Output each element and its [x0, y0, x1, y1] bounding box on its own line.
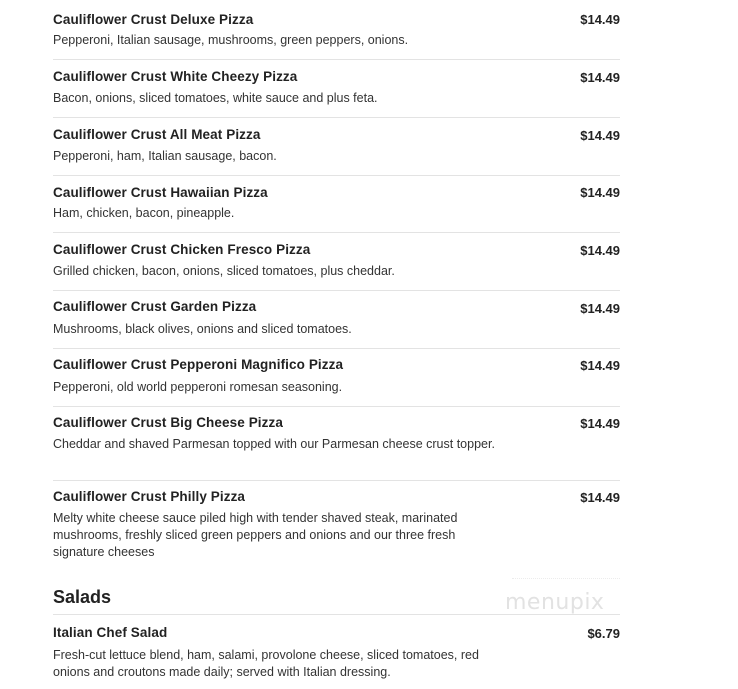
item-description: Pepperoni, Italian sausage, mushrooms, green peppers, onions. [53, 33, 409, 47]
menu-item [53, 0, 620, 60]
item-name: Cauliflower Crust Philly Pizza [53, 489, 246, 504]
item-name: Cauliflower Crust Hawaiian Pizza [53, 185, 268, 200]
watermark-logo: menupix [505, 590, 605, 615]
menu-item [53, 233, 620, 291]
item-description: Bacon, onions, sliced tomatoes, white sauce and plus feta. [53, 91, 378, 105]
item-name: Cauliflower Crust Big Cheese Pizza [53, 415, 283, 430]
section-title-salads: Salads [53, 587, 112, 607]
item-price: $14.49 [580, 128, 620, 143]
item-name: Cauliflower Crust Deluxe Pizza [53, 12, 254, 27]
item-description: Mushrooms, black olives, onions and sliced tomatoes. [53, 322, 352, 336]
item-price: $14.49 [580, 416, 620, 431]
item-price: $14.49 [580, 490, 620, 505]
item-name: Cauliflower Crust All Meat Pizza [53, 127, 261, 142]
item-name: Cauliflower Crust Chicken Fresco Pizza [53, 242, 311, 257]
item-name: Cauliflower Crust Pepperoni Magnifico Pizza [53, 357, 344, 372]
item-description: Cheddar and shaved Parmesan topped with our Parmesan cheese crust topper. [53, 437, 495, 451]
menu-item [53, 615, 620, 689]
item-price: $6.79 [587, 626, 620, 641]
menu-item [53, 291, 620, 349]
item-name: Italian Chef Salad [53, 625, 168, 640]
item-description: Melty white cheese sauce piled high with tender shaved steak, marinated mushrooms, freshly sliced green peppers and onions and our three fresh signature cheeses [53, 511, 458, 559]
item-name: Cauliflower Crust White Cheezy Pizza [53, 69, 298, 84]
item-description: Fresh-cut lettuce blend, ham, salami, provolone cheese, sliced tomatoes, red onions and croutons made daily; served with Italian dressing. [53, 648, 479, 679]
item-price: $14.49 [580, 301, 620, 316]
menu-item [53, 407, 620, 481]
item-name: Cauliflower Crust Garden Pizza [53, 299, 257, 314]
item-description: Pepperoni, old world pepperoni romesan seasoning. [53, 380, 343, 394]
item-price: $14.49 [580, 185, 620, 200]
watermark-rule [512, 578, 620, 579]
menu-item [53, 176, 620, 233]
item-price: $14.49 [580, 358, 620, 373]
item-price: $14.49 [580, 12, 620, 27]
menu-item [53, 349, 620, 407]
item-price: $14.49 [580, 243, 620, 258]
menu-item [53, 118, 620, 176]
item-description: Pepperoni, ham, Italian sausage, bacon. [53, 149, 277, 163]
menu-item [53, 481, 620, 571]
item-description: Ham, chicken, bacon, pineapple. [53, 206, 235, 220]
item-price: $14.49 [580, 70, 620, 85]
item-description: Grilled chicken, bacon, onions, sliced tomatoes, plus cheddar. [53, 264, 395, 278]
menu-item [53, 60, 620, 118]
